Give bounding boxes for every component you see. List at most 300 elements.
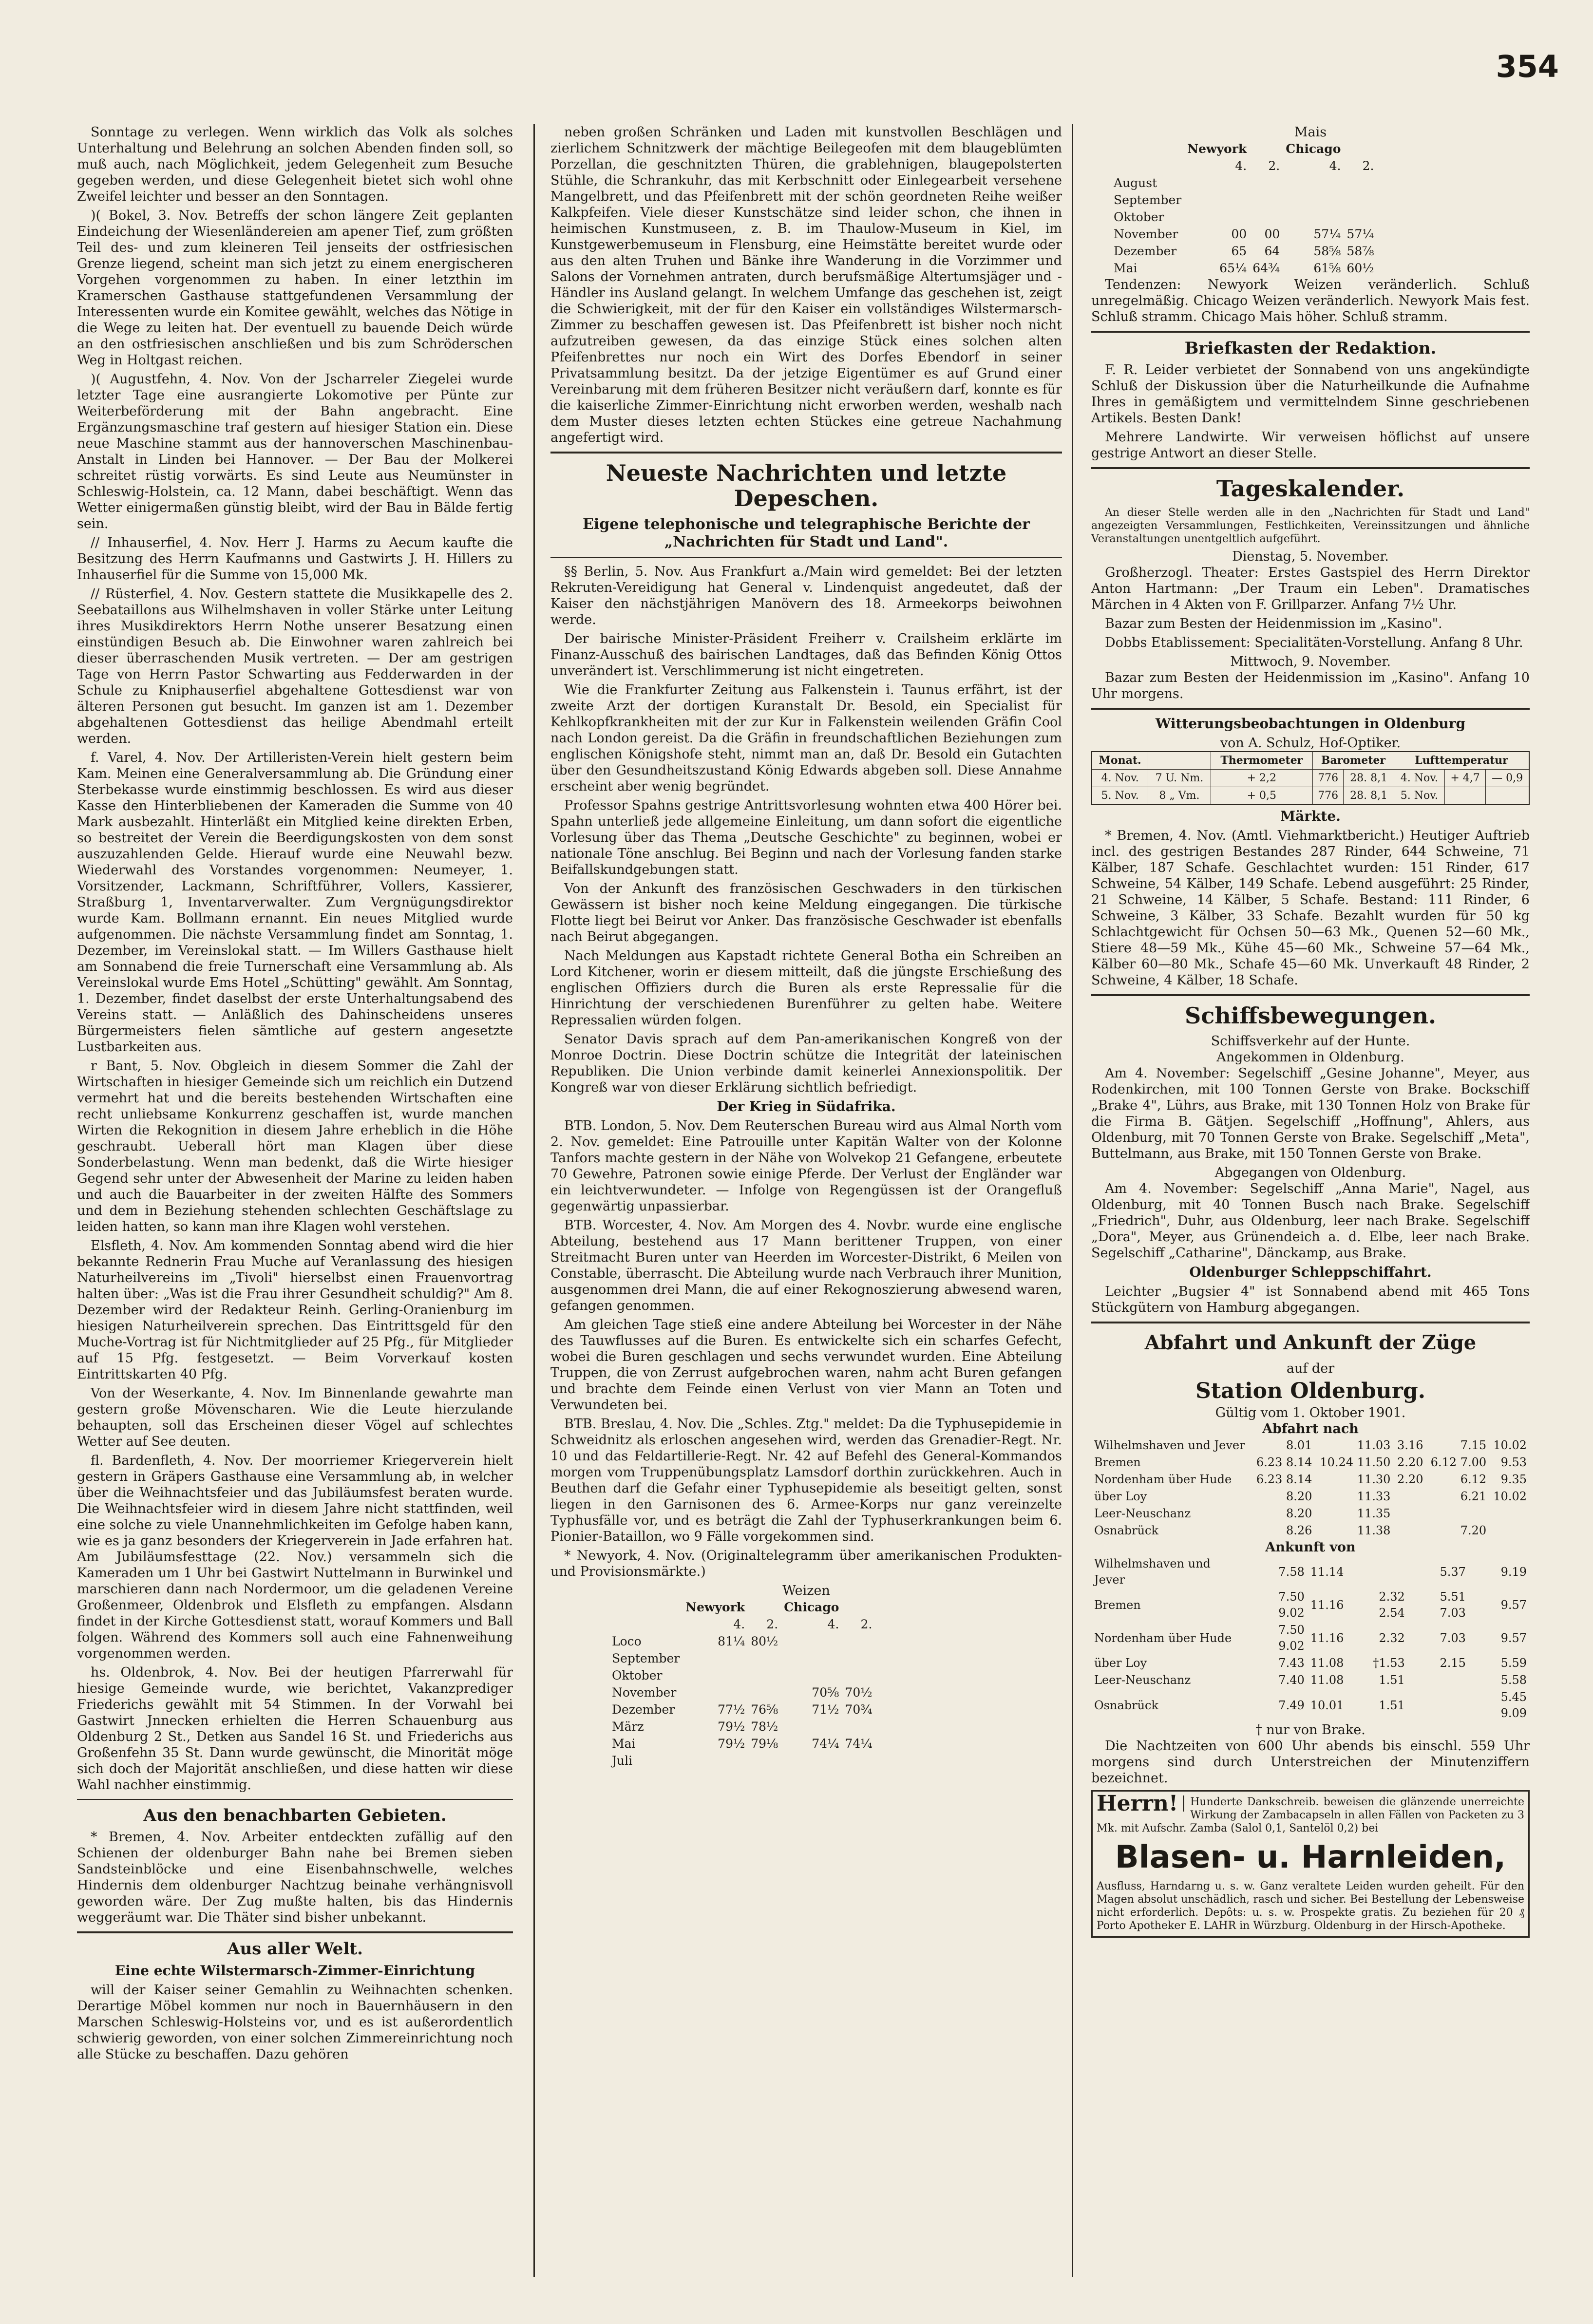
table-header: Chicago <box>784 1600 839 1614</box>
table-row <box>1111 174 1377 191</box>
table-cell: 57¼ <box>1313 227 1341 241</box>
section-divider <box>550 557 1062 558</box>
table-cell <box>1444 787 1485 805</box>
table-row <box>609 1650 875 1667</box>
table-row <box>1091 1454 1530 1471</box>
table-cell: über Loy <box>1094 1656 1147 1670</box>
table-cell: 64 <box>1264 244 1280 258</box>
table-cell: Loco <box>612 1634 642 1648</box>
weather-subtitle: von A. Schulz, Hof-Optiker. <box>1220 736 1401 751</box>
table-row <box>1091 1672 1530 1689</box>
table-cell: 7.40 <box>1278 1673 1305 1687</box>
table-cell: 9.19 <box>1500 1565 1527 1579</box>
table-cell: Oktober <box>612 1668 663 1682</box>
table-cell <box>842 1752 875 1769</box>
article-paragraph: neben großen Schränken und Laden mit kunstvollen Beschlägen und zierlichem Schnitzwerk der mächtige Beilegeofen mit dem blaugeblümten Porzellan, die geschnitzten Thüren, die grablehnigen, blaugepolsterten Stühle, die Schrankuhr, das mit Kerbschnitt oder Einlegearbeit versehene Mangelbrett, und das Pfeifenbrett mit der schön geordneten Reihe weißer Kalkpfeifen. Viele dieser Kunstschätze sind leider schon, che ihnen in heimischen Kunstmuseen, z. B. im Thaulow-Museum in Kiel, im Kunstgewerbemuseum in Flensburg, eine Heimstätte bereitet wurde oder aus den alten Truhen und Bänke ihre Wanderung in die Vorzimmer und Salons der Vornehmen antraten, durch berufsmäßige Altertumsjäger und -Händler ins Ausland gelangt. In welchem Umfange das geschehen ist, zeigt die Schwierigkeit, mit der für den Kaiser ein vollständiges Wilstermarsch-Zimmer zu beschaffen gewesen ist. Das Pfeifenbrett ist bisher noch nicht aufzutreiben gewesen, da das einzige Stück eines solchen alten Pfeifenbrettes nur noch ein Wirt des Dorfes Ebendorf in seiner Privatsammlung besitzt. Da der jetzige Eigentümer es auf Grund einer Vereinbarung mit dem früheren Besitzer nicht veräußern darf, konnte es für die kaiserliche Zimmer-Einrichtung nicht erworben werden, weshalb nach dem Muster dieses letzten echten Stückes eine getreue Nachahmung angefertigt wird. <box>550 125 1062 445</box>
table-cell <box>748 1667 781 1684</box>
table-cell <box>609 1616 683 1633</box>
train-station-title: Station Oldenburg. <box>1195 1379 1426 1403</box>
table-cell <box>1184 191 1250 208</box>
table-cell: Dezember <box>612 1702 675 1717</box>
section-heading-trains: Abfahrt und Ankunft der Züge <box>1144 1331 1477 1354</box>
table-cell <box>781 1650 842 1667</box>
table-cell: †1.53 <box>1373 1656 1405 1670</box>
article-paragraph: * Bremen, 4. Nov. (Amtl. Viehmarktbericht.) Heutiger Auftrieb incl. des gestrigen Bestandes 287 Rinder, 644 Schweine, 71 Kälber, 187 Schafe. Geschlachtet wurden: 151 Rinder, 617 Schweine, 54 Kälber, 149 Schafe. Lebend ausgeführt: 25 Rinder, 21 Schweine, 14 Kälber, 5 Schafe. Bestand: 111 Rinder, 6 Schweine, 3 Kälber, 33 Schafe. Bezahlt wurden für 50 kg Schlachtgewicht für Ochsen 50—63 Mk., Quenen 52—60 Mk., Stiere 48—59 Mk., Kühe 45—60 Mk., Schweine 57—64 Mk., Kälber 60—80 Mk., Schafe 45—60 Mk. Unverkauft 48 Rinder, 2 Schweine, 4 Kälber, 18 Schafe. <box>1091 828 1530 988</box>
table-cell: 5.37 <box>1440 1565 1466 1579</box>
table-cell <box>1250 174 1283 191</box>
section-divider <box>550 452 1062 453</box>
article-paragraph: // Rüsterfiel, 4. Nov. Gestern stattete die Musikkapelle des 2. Seebataillons aus Wilhelmshaven in voller Stärke unter Leitung ihres Musikdirektors Herrn Nothe unserer Besatzung einen einstündigen Besuch ab. Die Einwohner waren zahlreich bei dieser überraschenden Musik vertreten. — Der am gestrigen Tage von Herrn Pastor Schwarting aus Fedderwarden in der Schule zu Kniphauserfiel abgehaltene Gottesdienst war von älteren Personen gut besucht. Im ganzen ist am 1. Dezember abgehaltenen Gottesdienst das heilige Abendmahl erteilt werden. <box>77 586 513 746</box>
table-cell: Dezember <box>1114 244 1177 258</box>
table-cell <box>842 1650 875 1667</box>
table-row <box>1091 1588 1530 1622</box>
table-cell <box>1486 787 1529 805</box>
table-cell: 4. <box>733 1617 745 1631</box>
table-cell: 2.20 <box>1397 1455 1423 1469</box>
table-row <box>1091 1488 1530 1505</box>
table-cell <box>781 1752 842 1769</box>
table-cell: 11.03 <box>1357 1438 1391 1452</box>
table-cell: Nordenham über Hude <box>1094 1631 1232 1645</box>
article-paragraph: Leichter „Bugsier 4" ist Sonnabend abend mit 465 Tons Stückgütern von Hamburg abgegangen. <box>1091 1284 1530 1315</box>
table-cell: 70½ <box>845 1685 872 1700</box>
table-cell <box>1184 174 1250 191</box>
table-cell: 10.01 <box>1310 1698 1344 1712</box>
table-cell: 2.32 2.54 <box>1379 1590 1405 1620</box>
table-cell <box>683 1667 748 1684</box>
table-cell: November <box>612 1685 677 1700</box>
section-heading-calendar: Tageskalender. <box>1216 475 1405 502</box>
table-cell: + 2,2 <box>1211 770 1312 787</box>
table-header: Newyork <box>685 1600 745 1614</box>
table-cell: 00 <box>1231 227 1247 241</box>
ad-text: Hunderte Dankschreib. beweisen die glänzende unerreichte Wirkung der Zambacapseln in allen Fällen von Packeten zu 3 Mk. mit Aufschr. Zamba (Salol 0,1, Santelöl 0,2) bei <box>1097 1796 1524 1834</box>
article-paragraph: Bazar zum Besten der Heidenmission im „Kasino". Anfang 10 Uhr morgens. <box>1091 670 1530 701</box>
article-paragraph: BTB. Worcester, 4. Nov. Am Morgen des 4. Novbr. wurde eine englische Abteilung, bestehend aus 17 Mann berittener Truppen, von einer Streitmacht Buren unter van Heerden im Worcester-Distrikt, 6 Meilen von Constable, überrascht. Die Abteilung wurde nach Verbrauch ihrer Munition, ausgenommen drei Mann, die auf einer Rekognoszierung abwesend waren, gefangen genommen. <box>550 1218 1062 1313</box>
table-header <box>1111 140 1184 157</box>
section-subheading: Eigene telephonische und telegraphische Berichte der „Nachrichten für Stadt und Land". <box>583 516 1030 550</box>
table-cell <box>842 1667 875 1684</box>
article-paragraph: Der bairische Minister-Präsident Freiherr v. Crailsheim erklärte im Finanz-Ausschuß des bairischen Landtages, daß das Befinden König Ottos unverändert ist. Verschlimmerung ist nicht eingetreten. <box>550 631 1062 679</box>
train-dep-title: Abfahrt nach <box>1262 1421 1359 1436</box>
table-cell <box>1111 157 1184 174</box>
table-cell: 70¾ <box>845 1702 872 1717</box>
tug-title: Oldenburger Schleppschiffahrt. <box>1189 1264 1432 1280</box>
table-cell: 3.16 <box>1397 1438 1423 1452</box>
table-cell: 5. Nov. <box>1092 787 1148 805</box>
table-cell: 79½ <box>718 1737 745 1751</box>
table-cell: Wilhelmshaven und Jever <box>1094 1557 1211 1587</box>
table-header: Barometer <box>1312 752 1394 770</box>
article-paragraph: BTB. Breslau, 4. Nov. Die „Schles. Ztg." meldet: Da die Typhusepidemie in Schweidnitz als erloschen angesehen wird, werden das Grenadier-Regt. Nr. 10 und das Feldartillerie-Regt. Nr. 42 auf Befehl des General-Kommandos morgen vom Truppenübungsplatz Lamsdorf dorthin zurückkehren. Auch in Beuthen darf die Gefahr einer Typhusepidemie als beseitigt gelten, sonst liegen in den Garnisonen des 6. Armee-Korps nur ganz vereinzelte Typhusfälle vor, und es beträgt die Zahl der Typhuserkrankungen beim 6. Pionier-Bataillon, wo 9 Fälle vorgekommen sind. <box>550 1417 1062 1544</box>
table-cell <box>842 1718 875 1735</box>
table-cell <box>1489 1505 1530 1522</box>
table-cell: 81¼ <box>718 1634 745 1648</box>
table-row <box>1111 191 1377 208</box>
table-cell: 4. Nov. <box>1092 770 1148 787</box>
table-cell: 4. <box>1329 159 1341 173</box>
table-cell: 80½ <box>751 1634 778 1648</box>
table-cell <box>781 1718 842 1735</box>
table-cell <box>683 1650 748 1667</box>
ad-text: Ausfluss, Harndarng u. s. w. Ganz veraltete Leiden wurden geheilt. Für den Magen absolut unschädlich, rasch und sicher. Bei Bestellung der Lebensweise nicht erforderlich. Depôts: u. s. w. Prospekte gratis. Zu beziehen für 20 ₰ Porto Apotheker E. LAHR in Würzburg. Oldenburg in der Hirsch-Apotheke. <box>1097 1880 1524 1932</box>
section-divider <box>1091 708 1530 710</box>
table-cell: 4. <box>827 1617 839 1631</box>
table-cell: November <box>1114 227 1178 241</box>
table-cell <box>1344 208 1377 226</box>
table-cell: 8 „ Vm. <box>1148 787 1211 805</box>
table-header <box>1250 140 1283 157</box>
table-cell <box>748 1684 781 1701</box>
article-paragraph: will der Kaiser seiner Gemahlin zu Weihnachten schenken. Derartige Möbel kommen nur noch in Bauernhäusern in den Marschen Schleswig-Holsteins vor, und es ist außerordentlich schwierig geworden, von einer solchen Zimmereinrichtung noch alle Stücke zu beschaffen. Dazu gehören <box>77 1983 513 2062</box>
table-cell: 2. <box>860 1617 872 1631</box>
table-header <box>609 1599 683 1616</box>
table-cell: 2.20 <box>1397 1473 1423 1486</box>
table-cell: 2. <box>1268 159 1280 173</box>
table-cell: 71½ <box>812 1702 839 1717</box>
table-cell: + 4,7 <box>1444 770 1485 787</box>
advertisement <box>1091 1790 1530 1938</box>
article-paragraph: F. R. Leider verbietet der Sonnabend von uns angekündigte Schluß der Diskussion über die Naturheilkunde die Aufnahme Ihres in gemäßigtem und vermittelndem Sinne geschriebenen Artikels. Besten Dank! <box>1091 362 1530 426</box>
ship-arrivals-title: Angekommen in Oldenburg. <box>1216 1050 1404 1065</box>
table-cell: 7.15 <box>1460 1438 1487 1452</box>
article-paragraph: * Newyork, 4. Nov. (Originaltelegramm über amerikanischen Produkten- und Provisionsmärkte.) <box>550 1548 1062 1579</box>
table-cell: Mai <box>612 1737 636 1751</box>
table-header <box>1148 752 1211 770</box>
table-cell: Leer-Neuschanz <box>1094 1507 1191 1520</box>
article-paragraph: Wie die Frankfurter Zeitung aus Falkenstein i. Taunus erfährt, ist der zweite Arzt der dortigen Kuranstalt Dr. Besold, ein Specialist für Kehlkopfkrankheiten mit der zur Kur in Falkenstein weilenden Gräfin Cool nach London gereist. Da die Gräfin in freundschaftlichen Beziehungen zum englischen Königshofe steht, nimmt man an, daß Dr. Besold ein Gutachten über den Gesundheitszustand König Edwards abgeben soll. Diese Annahme erscheint aber wenig begründet. <box>550 682 1062 794</box>
section-heading-world: Aus aller Welt. <box>227 1939 363 1959</box>
table-header: Lufttemperatur <box>1394 752 1529 770</box>
table-row <box>1091 1555 1530 1588</box>
train-valid: Gültig vom 1. Oktober 1901. <box>1215 1405 1406 1420</box>
table-cell: 10.02 <box>1493 1490 1527 1503</box>
table-cell: + 0,5 <box>1211 787 1312 805</box>
column-divider <box>533 124 535 2277</box>
table-cell <box>781 1667 842 1684</box>
train-arr-title: Ankunft von <box>1265 1540 1356 1555</box>
column-markets-ads <box>1091 124 1530 2277</box>
table-header: Newyork <box>1187 142 1247 156</box>
table-cell: 8.20 <box>1286 1507 1312 1520</box>
table-cell: August <box>1114 176 1157 190</box>
article-paragraph: // Inhauserfiel, 4. Nov. Herr J. Harms zu Aecum kaufte die Besitzung des Herrn Kaufmanns und Gastwirts J. H. Hillers zu Inhauserfiel für die Summe von 15,000 Mk. <box>77 535 513 583</box>
wheat-quotes-table <box>609 1599 875 1769</box>
table-cell: 2.32 <box>1379 1631 1405 1645</box>
table-cell <box>1426 1505 1489 1522</box>
table-cell <box>748 1752 781 1769</box>
table-cell <box>1489 1522 1530 1539</box>
section-divider <box>1091 331 1530 333</box>
table-cell <box>1283 208 1344 226</box>
ship-subtitle: Schiffsverkehr auf der Hunte. <box>1211 1034 1410 1049</box>
table-cell: 2. <box>766 1617 778 1631</box>
ad-headline: Blasen- u. Harnleiden, <box>1115 1839 1506 1875</box>
table-cell: 8.20 <box>1286 1490 1312 1503</box>
table-cell: Juli <box>612 1754 633 1768</box>
table-cell: 6.12 <box>1460 1473 1487 1486</box>
table-cell: Bremen <box>1094 1455 1141 1469</box>
article-paragraph: * Bremen, 4. Nov. Arbeiter entdeckten zufällig auf den Schienen der oldenburger Bahn nahe bei Bremen sieben Sandsteinblöcke und eine Eisenbahnschwelle, welches Hindernis dem oldenburger Nachtzug beinahe verhängnisvoll geworden wäre. Der Zug mußte halten, bis das Hindernis weggeräumt war. Die Thäter sind bisher unbekannt. <box>77 1830 513 1925</box>
table-cell: 7.20 <box>1460 1524 1487 1537</box>
table-header <box>842 1599 875 1616</box>
train-note: † nur von Brake. <box>1255 1722 1365 1738</box>
article-paragraph: Senator Davis sprach auf dem Pan-amerikanischen Kongreß von der Monroe Doctrin. Diese Doctrin schütze die Integrität der lateinischen Republiken. Die Union verbinde damit keinerlei Annexionspolitik. Der Kongreß war von dieser Erklärung sichtlich befriedigt. <box>550 1032 1062 1095</box>
table-cell: 65 <box>1231 244 1247 258</box>
table-cell: 7.50 9.02 <box>1278 1590 1305 1620</box>
article-paragraph: fl. Bardenfleth, 4. Nov. Der moorriemer Kriegerverein hielt gestern in Gräpers Gasthause eine Versammlung ab, in welcher über die Weihnachtsfeier und das Jubiläumsfest beraten wurde. Die Weihnachtsfeier wird in diesem Jahre nicht stattfinden, weil eine solche zu viele Unannehmlichkeiten im Gefolge haben kann, wie es ja ganz besonders der Kriegerverein in Jade erfahren hat. Am Jubiläumsfesttage (22. Nov.) versammeln sich die Kameraden um 1 Uhr bei Gastwirt Nuttelmann in Burwinkel und marschieren dann nach Nordermoor, um die geladenen Vereine Großenmeer, Oldenbrok und Elsfleth zu empfangen. Alsdann findet in der Kirche Gottesdienst statt, worauf Kommers und Ball folgen. Während des Kommers soll auch eine Fahnenweihung vorgenommen werden. <box>77 1453 513 1661</box>
table-cell: 61⅝ <box>1313 261 1341 275</box>
table-row <box>1111 243 1377 260</box>
table-cell: 8.01 <box>1286 1438 1312 1452</box>
table-cell: 6.23 8.14 <box>1256 1473 1312 1486</box>
article-paragraph: hs. Oldenbrok, 4. Nov. Bei der heutigen Pfarrerwahl für hiesige Gemeinde wurde, wie berichtet, Vakanzprediger Friederichs gewählt mit 54 Stimmen. In der Vorwahl bei Gastwirt Jnnecken erhielten die Herren Schauenburg aus Oldenburg 2 St., Detken aus Sandel 16 St. und Friederichs aus Großenfehn 35 St. Dann wurde gewünscht, die Minorität möge sich doch der Majorität anschließen, und diese hatten wir diese Wahl nachher einstimmig. <box>77 1665 513 1793</box>
table-row <box>1111 208 1377 226</box>
table-cell: 2.15 <box>1440 1656 1466 1670</box>
table-cell: 776 <box>1312 787 1343 805</box>
table-cell <box>842 1633 875 1650</box>
column-divider <box>1072 124 1073 2277</box>
table-cell: 6.21 <box>1460 1490 1487 1503</box>
table-cell: Osnabrück <box>1094 1524 1159 1537</box>
table-header: Thermometer <box>1211 752 1312 770</box>
table-cell: 9.53 <box>1500 1455 1527 1469</box>
article-paragraph: r Bant, 5. Nov. Obgleich in diesem Sommer die Zahl der Wirtschaften in hiesiger Gemeinde sich um reichlich ein Dutzend vermehrt hat und die bereits bestehenden Wirtschaften eine recht unliebsame Konkurrenz geschaffen ist, wurde manchen Wirten die Rekognition in diesem Jahre erheblich in die Höhe geschraubt. Ueberall hört man Klagen über diese Sonderbelastung. Wenn man bedenkt, daß die Wirte hiesiger Gegend sehr unter der Abwesenheit der Marine zu leiden haben und auch die Bauarbeiter in der zweiten Hälfte des Sommers und dem in Beziehung stehenden schlechten Geschäftslage zu leiden hatten, so kann man ihre Klagen wohl verstehen. <box>77 1058 513 1234</box>
article-paragraph: Großherzogl. Theater: Erstes Gastspiel des Herrn Direktor Anton Hartmann: „Der Traum ein Leben". Dramatisches Märchen in 4 Akten von F. Grillparzer. Anfang 7½ Uhr. <box>1091 565 1530 612</box>
table-cell: 4. <box>1235 159 1247 173</box>
table-title: Weizen <box>782 1583 830 1598</box>
table-row <box>1092 787 1529 805</box>
article-paragraph: An dieser Stelle werden alle in den „Nachrichten für Stadt und Land" angezeigten Versammlungen, Festlichkeiten, Vereinssitzungen und ähnliche Veranstaltungen unentgeltlich aufgeführt. <box>1091 507 1530 545</box>
article-paragraph: Professor Spahns gestrige Antrittsvorlesung wohnten etwa 400 Hörer bei. Spahn unterließ jede allgemeine Einleitung, um dann sofort die eigentliche Vorlesung über das Thema „Deutsche Geschichte" zu beginnen, wobei er nationale Töne anschlug. Bei Beginn und nach der Vorlesung fanden starke Beifallskundgebungen statt. <box>550 798 1062 877</box>
table-cell <box>1250 208 1283 226</box>
table-cell: 4. Nov. <box>1394 770 1444 787</box>
table-cell: 70⅝ <box>812 1685 839 1700</box>
column-local-news <box>77 124 513 2277</box>
article-paragraph: Mehrere Landwirte. Wir verweisen höflichst auf unsere gestrige Antwort an dieser Stelle. <box>1091 430 1530 461</box>
table-cell <box>1344 174 1377 191</box>
table-row <box>609 1701 875 1718</box>
table-cell: Osnabrück <box>1094 1698 1159 1712</box>
column-latest-news <box>550 124 1062 2267</box>
table-cell: über Loy <box>1094 1490 1147 1503</box>
table-cell: 2. <box>1362 159 1374 173</box>
table-cell: 11.16 <box>1310 1598 1344 1612</box>
article-paragraph: §§ Berlin, 5. Nov. Aus Frankfurt a./Main wird gemeldet: Bei der letzten Rekruten-Vereidigung hat General v. Lindenquist angedeutet, daß der Kaiser den nächstjährigen Manövern des 18. Armeekorps beiwohnen werde. <box>550 564 1062 627</box>
table-cell <box>1393 1505 1426 1522</box>
table-cell: 11.14 <box>1310 1565 1344 1579</box>
table-cell <box>1393 1522 1426 1539</box>
table-cell: 11.33 <box>1357 1490 1391 1503</box>
table-header <box>1344 140 1377 157</box>
table-row <box>609 1667 875 1684</box>
table-row <box>609 1752 875 1769</box>
table-row <box>1092 770 1529 787</box>
table-row <box>609 1633 875 1650</box>
table-cell: 65¼ <box>1219 261 1247 275</box>
calendar-date: Mittwoch, 9. November. <box>1230 654 1391 669</box>
article-subheading: Der Krieg in Südafrika. <box>717 1098 896 1115</box>
table-cell: 10.02 <box>1493 1438 1527 1452</box>
table-cell: 5.51 7.03 <box>1440 1590 1466 1620</box>
table-cell: 8.26 <box>1286 1524 1312 1537</box>
table-cell <box>748 1650 781 1667</box>
section-divider <box>77 1799 513 1800</box>
table-cell: 11.30 <box>1357 1473 1391 1486</box>
table-cell <box>683 1752 748 1769</box>
table-cell: 9.57 <box>1500 1598 1527 1612</box>
table-cell: 776 <box>1312 770 1343 787</box>
article-paragraph: )( Augustfehn, 4. Nov. Von der Jscharreler Ziegelei wurde letzter Tage eine ausrangierte Lokomotive per Pünte zur Weiterbeförderung mit der Bahn angebracht. Eine Ergänzungsmaschine traf gestern auf hiesiger Station ein. Diese neue Maschine stammt aus der hannoverschen Maschinenbau-Anstalt in Linden bei Hannover. — Der Bau der Molkerei schreitet rüstig vorwärts. Es sind Leute aus Neumünster in Schleswig-Holstein, ca. 12 Mann, dabei beschäftigt. Wenn das Wetter einigermaßen günstig bleibt, wird der Bau in Bälde fertig sein. <box>77 372 513 531</box>
table-cell: 6.23 8.14 <box>1256 1455 1312 1469</box>
section-heading-weather: Witterungsbeobachtungen in Oldenburg <box>1155 716 1466 732</box>
section-heading-neighbor: Aus den benachbarten Gebieten. <box>143 1806 447 1825</box>
table-cell: 7.43 <box>1278 1656 1305 1670</box>
article-paragraph: Bazar zum Besten der Heidenmission im „Kasino". <box>1105 616 1442 631</box>
table-cell: 1.51 <box>1379 1673 1405 1687</box>
train-arrivals-table <box>1091 1555 1530 1722</box>
weather-table <box>1091 751 1530 805</box>
table-cell: 5.59 <box>1500 1656 1527 1670</box>
table-cell: 78½ <box>751 1719 778 1734</box>
table-cell: 7.50 9.02 <box>1278 1623 1305 1653</box>
table-cell <box>683 1684 748 1701</box>
table-header: Monat. <box>1092 752 1148 770</box>
table-cell: 58⅝ <box>1313 244 1341 258</box>
section-divider <box>1091 1322 1530 1323</box>
table-cell: 7.03 <box>1440 1631 1466 1645</box>
table-header <box>748 1599 781 1616</box>
table-cell <box>1408 1672 1469 1689</box>
table-row <box>609 1735 875 1752</box>
table-row <box>1091 1437 1530 1454</box>
table-row <box>1091 1689 1530 1722</box>
table-cell <box>1283 191 1344 208</box>
table-cell <box>1346 1555 1407 1588</box>
table-row <box>1111 260 1377 277</box>
table-cell: 11.35 <box>1357 1507 1391 1520</box>
table-cell: 60½ <box>1346 261 1374 275</box>
page-number: 354 <box>1496 49 1559 84</box>
table-cell: 76⅝ <box>751 1702 778 1717</box>
table-cell: September <box>1114 193 1182 207</box>
article-paragraph: Nach Meldungen aus Kapstadt richtete General Botha ein Schreiben an Lord Kitchener, worin er diesem mitteilt, daß die jüngste Erschießung des englischen Offiziers durch die Buren als erste Repressalie für die Hinrichtung der verschiedenen Burenführer zu gelten habe. Weitere Repressalien würden folgen. <box>550 948 1062 1028</box>
table-cell: 64¾ <box>1252 261 1280 275</box>
table-cell: 11.08 <box>1310 1673 1344 1687</box>
table-cell: 7 U. Nm. <box>1148 770 1211 787</box>
table-row <box>1091 1622 1530 1655</box>
train-departures-table <box>1091 1437 1530 1539</box>
table-cell: Bremen <box>1094 1598 1141 1612</box>
table-row <box>609 1718 875 1735</box>
table-cell: Mai <box>1114 261 1138 275</box>
article-paragraph: Die Nachtzeiten von 600 Uhr abends bis einschl. 559 Uhr morgens sind durch Unterstreichen der Minutenziffern bezeichnet. <box>1091 1738 1530 1786</box>
table-cell: Oktober <box>1114 210 1164 224</box>
article-paragraph: Tendenzen: Newyork Weizen veränderlich. Schluß unregelmäßig. Chicago Weizen veränderlich. Newyork Mais fest. Schluß stramm. Chicago Mais höher. Schluß stramm. <box>1091 277 1530 324</box>
table-cell: 28. 8,1 <box>1344 787 1394 805</box>
article-paragraph: Sonntage zu verlegen. Wenn wirklich das Volk als solches Unterhaltung und Belehrung an solchen Abenden finden soll, so muß auch, nach Möglichkeit, jedem Gelegenheit zum Besuche gegeben werden, und diese Gelegenheit bietet sich wohl ohne Zweifel leichter und besser an den Sonntagen. <box>77 125 513 204</box>
section-divider <box>1091 467 1530 469</box>
table-cell: 10.24 11.50 <box>1320 1455 1391 1469</box>
table-cell: 28. 8,1 <box>1344 770 1394 787</box>
article-paragraph: BTB. London, 5. Nov. Dem Reuterschen Bureau wird aus Almal North vom 2. Nov. gemeldet: Eine Patrouille unter Kapitän Walter von der Kolonne Tanfors machte gestern in der Nähe von Wolvekop 21 Gefangene, erbeutete 70 Gewehre, Patronen sowie einige Pferde. Der Verlust der Engländer war ein leichtverwundeter. — Infolge von Regengüssen ist der Orangefluß gegenwärtig unpassierbar. <box>550 1118 1062 1214</box>
table-cell: 58⅞ <box>1346 244 1374 258</box>
section-heading-ships: Schiffsbewegungen. <box>1184 1002 1437 1029</box>
section-divider <box>77 1931 513 1933</box>
table-row <box>1091 1471 1530 1488</box>
table-cell: Nordenham über Hude <box>1094 1473 1232 1486</box>
table-title: Mais <box>1294 125 1327 140</box>
table-cell <box>1184 208 1250 226</box>
table-cell: 00 <box>1264 227 1280 241</box>
table-row <box>1091 1505 1530 1522</box>
ship-departures-title: Abgegangen von Oldenburg. <box>1214 1165 1406 1180</box>
table-cell: März <box>612 1719 644 1734</box>
table-cell: 11.16 <box>1310 1631 1344 1645</box>
table-cell: — 0,9 <box>1486 770 1529 787</box>
table-cell: 74¼ <box>845 1737 872 1751</box>
article-subheading: Eine echte Wilstermarsch-Zimmer-Einrichtung <box>114 1963 475 1979</box>
table-cell: 11.08 <box>1310 1656 1344 1670</box>
table-cell: 5.45 9.09 <box>1500 1690 1527 1720</box>
table-row <box>1111 226 1377 243</box>
article-paragraph: Am 4. November: Segelschiff „Gesine Johanne", Meyer, aus Rodenkirchen, mit 100 Tonnen Gerste von Brake. Bockschiff „Brake 4", Lührs, aus Brake, mit 130 Tonnen Holz von Brake für die Firma B. Gätjen. Segelschiff „Hoffnung", Ahlers, aus Oldenburg, mit 70 Tonnen Gerste von Brake. Segelschiff „Meta", Buttelmann, aus Brake, mit 150 Tonnen Gerste von Brake. <box>1091 1066 1530 1161</box>
table-header: Chicago <box>1286 142 1341 156</box>
table-row <box>1091 1655 1530 1672</box>
section-divider <box>1091 994 1530 996</box>
table-cell: 9.57 <box>1500 1631 1527 1645</box>
table-cell: 79⅛ <box>751 1737 778 1751</box>
table-cell: Leer-Neuschanz <box>1094 1673 1191 1687</box>
table-cell <box>1250 191 1283 208</box>
table-row <box>609 1684 875 1701</box>
table-cell: Wilhelmshaven und Jever <box>1094 1438 1245 1452</box>
article-paragraph: Elsfleth, 4. Nov. Am kommenden Sonntag abend wird die hier bekannte Rednerin Frau Muche auf Veranlassung des hiesigen Naturheilvereins im „Tivoli" hierselbst einen Frauenvortrag halten über: „Was ist die Frau ihrer Gesundheit schuldig?" Am 8. Dezember wird der Redakteur Reinh. Gerling-Oranienburg im hiesigen Naturheilverein sprechen. Das Eintrittsgeld für den Muche-Vortrag ist für Nichtmitglieder auf 25 Pfg., für Mitglieder auf 15 Pfg. festgesetzt. — Beim Vorverkauf kosten Eintrittskarten 40 Pfg. <box>77 1238 513 1382</box>
article-paragraph: Am gleichen Tage stieß eine andere Abteilung bei Worcester in der Nähe des Tauwflusses auf die Buren. Es entwickelte sich ein scharfes Gefecht, wobei die Buren geschlagen und sechs verwundet wurden. Eine Abteilung Truppen, die von Zerrust aufgebrochen waren, nahm acht Buren gefangen und brachte dem Feinde einen Verlust von vier Mann an Toten und Verwundeten bei. <box>550 1317 1062 1413</box>
article-paragraph: Von der Ankunft des französischen Geschwaders in den türkischen Gewässern ist bisher noch keine Meldung eingegangen. Die türkische Flotte liegt bei Beirut vor Anker. Das französische Geschwader ist ebenfalls nach Beirut abgegangen. <box>550 881 1062 945</box>
table-cell: 9.35 <box>1500 1473 1527 1486</box>
table-cell <box>1408 1689 1469 1722</box>
table-cell <box>1393 1488 1426 1505</box>
table-cell: 79½ <box>718 1719 745 1734</box>
table-cell: 74¼ <box>812 1737 839 1751</box>
table-cell <box>1344 191 1377 208</box>
section-heading-markets: Märkte. <box>1280 808 1341 824</box>
table-cell: 11.38 <box>1357 1524 1391 1537</box>
table-cell: 5.58 <box>1500 1673 1527 1687</box>
table-cell: 77½ <box>718 1702 745 1717</box>
table-cell: 7.58 <box>1278 1565 1305 1579</box>
train-sub1: auf der <box>1286 1361 1335 1376</box>
article-paragraph: )( Bokel, 3. Nov. Betreffs der schon längere Zeit geplanten Eindeichung der Wiesenländereien am apener Tief, zum größten Teil des- und zum kleineren Teil jenseits der ostfriesischen Grenze liegend, scheint man sich jetzt zu einem energischeren Vorgehen vorgenommen zu haben. In einer letzthin im Kramerschen Gasthause stattgefundenen Versammlung der Interessenten wurde ein Komitee gewählt, welches das Nötige in die Wege zu leiten hat. Der eventuell zu bauende Deich würde an den ostfriesischen anschließen und bis zum Schröderschen Weg in Holtgast reichen. <box>77 208 513 368</box>
article-paragraph: Von der Weserkante, 4. Nov. Im Binnenlande gewahrte man gestern große Mövenscharen. Wie die Leute hierzulande behaupten, soll das Erscheinen dieser Vögel auf schlechtes Wetter auf See deuten. <box>77 1386 513 1449</box>
corn-quotes-table <box>1111 140 1377 277</box>
article-paragraph: f. Varel, 4. Nov. Der Artilleristen-Verein hielt gestern beim Kam. Meinen eine Generalversammlung ab. Die Gründung einer Sterbekasse wurde einstimmig beschlossen. Es wird aus dieser Kasse den Hinterbliebenen der Kameraden die Summe von 40 Mark ausbezahlt. Hinterläßt ein Mitglied keine direkten Erben, so bestreitet der Verein die Beerdigungskosten von dem sonst auszuzahlenden Gelde. Hierauf wurde eine Neuwahl bezw. Wiederwahl des Vorstandes vorgenommen: Neumeyer, 1. Vorsitzender, Lackmann, Schriftführer, Vollers, Kassierer, Straßburg 1, Inventarverwalter. Zum Vergnügungsdirektor wurde Kam. Bollmann ernannt. Ein neues Mitglied wurde aufgenommen. Die nächste Versammlung findet am Sonntag, 1. Dezember, im Vereinslokal statt. — Im Willers Gasthause hielt am Sonnabend die freie Turnerschaft eine Versammlung ab. Als Vereinslokal wurde Ems Hotel „Schütting" gewählt. Am Sonntag, 1. Dezember, findet daselbst der erste Unterhaltungsabend des Vereins statt. — Anläßlich des Dahinscheidens unseres Bürgermeisters fielen sämtliche auf gestern angesetzte Lustbarkeiten aus. <box>77 750 513 1055</box>
table-cell: 7.49 <box>1278 1698 1305 1712</box>
article-paragraph: Am 4. November: Segelschiff „Anna Marie", Nagel, aus Oldenburg, mit 40 Tonnen Busch nach Brake. Segelschiff „Friedrich", Duhr, aus Oldenburg, leer nach Brake. Segelschiff „Dora", Meyer, aus Grünendeich a. d. Elbe, leer nach Brake. Segelschiff „Catharine", Dänckamp, aus Brake. <box>1091 1181 1530 1261</box>
table-row <box>1091 1522 1530 1539</box>
table-cell: 6.12 7.00 <box>1430 1455 1487 1469</box>
article-paragraph: Dobbs Etablissement: Specialitäten-Vorstellung. Anfang 8 Uhr. <box>1105 635 1523 650</box>
table-cell: September <box>612 1651 680 1665</box>
table-cell <box>1283 174 1344 191</box>
ad-herrn: Herrn! <box>1097 1795 1184 1812</box>
section-heading-latest-news: Neueste Nachrichten und letzte Depeschen. <box>606 460 1007 511</box>
table-cell: 5. Nov. <box>1394 787 1444 805</box>
table-cell: 57¼ <box>1346 227 1374 241</box>
table-cell: 1.51 <box>1379 1698 1405 1712</box>
table-cell <box>781 1633 842 1650</box>
